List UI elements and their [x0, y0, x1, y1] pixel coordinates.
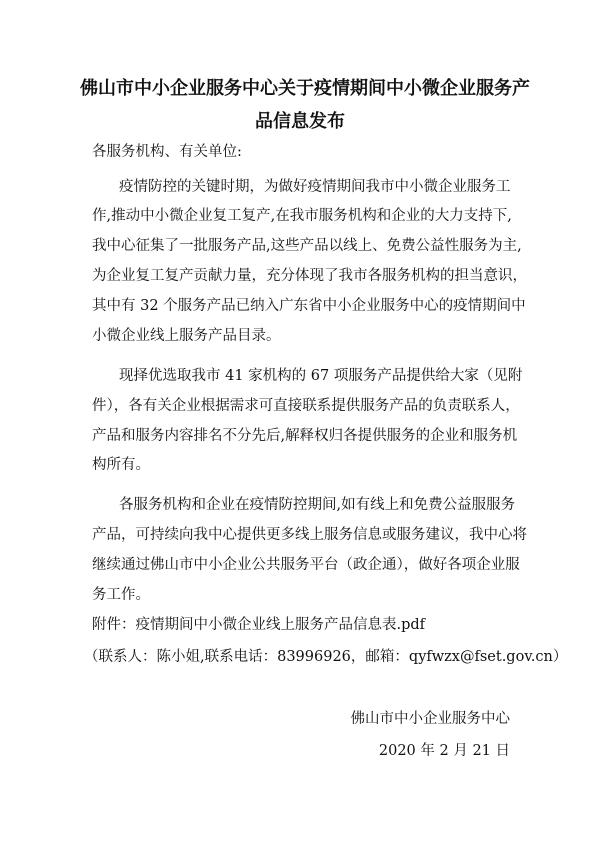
- salutation: 各服务机构、有关单位:: [92, 144, 242, 160]
- signature-date: 2020 年 2 月 21 日: [378, 743, 510, 759]
- paragraph-3-line-2: 产品，可持续向我中心提供更多线上服务信息或服务建议，我中心将: [92, 527, 527, 543]
- paragraph-2-line-4: 构所有。: [92, 457, 150, 473]
- paragraph-1-line-2: 作,推动中小微企业复工复产,在我市服务机构和企业的大力支持下,: [92, 208, 512, 224]
- paragraph-1-line-4: 为企业复工复产贡献力量，充分体现了我市各服务机构的担当意识，: [92, 268, 527, 284]
- paragraph-1-line-6: 小微企业线上服务产品目录。: [92, 328, 281, 344]
- paragraph-1-line-1: 疫情防控的关键时期，为做好疫情期间我市中小微企业服务工: [119, 179, 511, 195]
- paragraph-2-line-2: 件），各有关企业根据需求可直接联系提供服务产品的负责联系人，: [92, 398, 520, 414]
- paragraph-2-line-3: 产品和服务内容排名不分先后,解释权归各提供服务的企业和服务机: [92, 428, 518, 444]
- paragraph-3-line-1: 各服务机构和企业在疫情防控期间,如有线上和免费公益服服务: [119, 497, 516, 513]
- paragraph-1-line-3: 我中心征集了一批服务产品,这些产品以线上、免费公益性服务为主,: [92, 238, 522, 254]
- document-title-line-1: 佛山市中小企业服务中心关于疫情期间中小微企业服务产: [80, 78, 530, 99]
- paragraph-3-line-3: 继续通过佛山市中小企业公共服务平台（政企通），做好各项企业服: [92, 557, 520, 573]
- paragraph-2-line-1: 现择优选取我市 41 家机构的 67 项服务产品提供给大家（见附: [119, 368, 523, 384]
- paragraph-1-line-5: 其中有 32 个服务产品已纳入广东省中小企业服务中心的疫情期间中: [92, 298, 526, 314]
- attachment-line: 附件：疫情期间中小微企业线上服务产品信息表.pdf: [92, 617, 426, 633]
- signature-organization: 佛山市中小企业服务中心: [350, 711, 510, 727]
- paragraph-3-line-4: 务工作。: [92, 587, 150, 603]
- contact-line: （联系人：陈小姐,联系电话：83996926，邮箱：qyfwzx@fset.gov.cn）: [84, 649, 568, 665]
- document-title-line-2: 品信息发布: [255, 111, 345, 132]
